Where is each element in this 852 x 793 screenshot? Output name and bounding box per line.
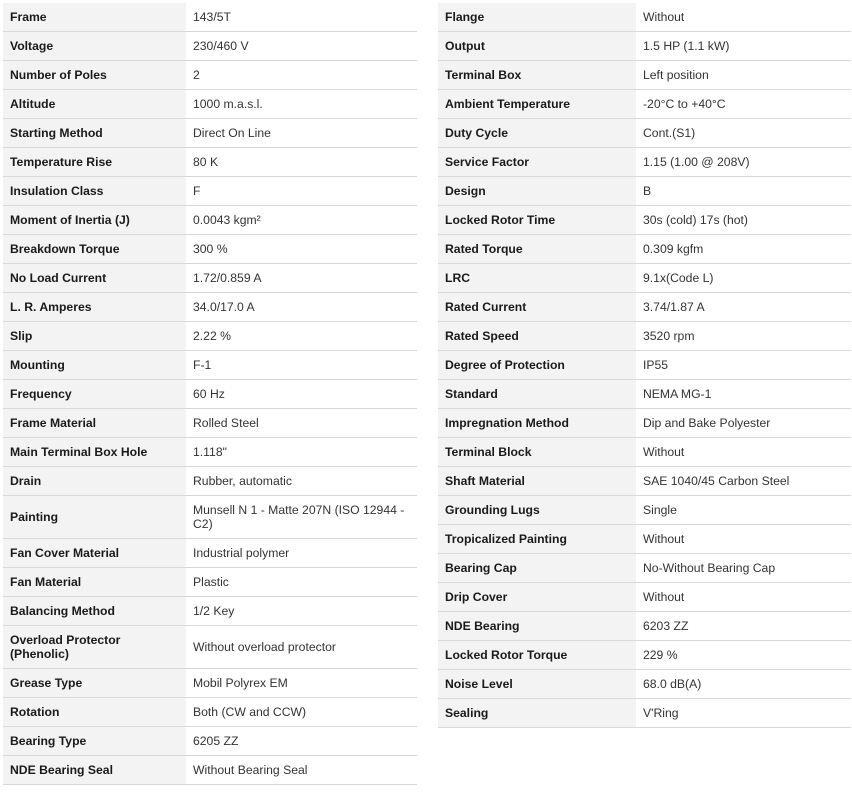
spec-row	[3, 322, 417, 351]
spec-row	[3, 669, 417, 698]
spec-label: L. R. Amperes	[3, 293, 186, 322]
spec-label: Bearing Type	[3, 727, 186, 756]
spec-value: F	[186, 177, 417, 206]
spec-value: 1/2 Key	[186, 597, 417, 626]
spec-value: Without	[636, 525, 851, 554]
spec-value: V'Ring	[636, 699, 851, 728]
spec-value: Without	[636, 3, 851, 32]
spec-value: NEMA MG-1	[636, 380, 851, 409]
spec-value: Direct On Line	[186, 119, 417, 148]
spec-row	[438, 322, 851, 351]
spec-label: Slip	[3, 322, 186, 351]
spec-value: 1.118"	[186, 438, 417, 467]
spec-label: Bearing Cap	[438, 554, 636, 583]
spec-label: Balancing Method	[3, 597, 186, 626]
spec-label: Noise Level	[438, 670, 636, 699]
spec-row	[438, 119, 851, 148]
spec-value: 30s (cold) 17s (hot)	[636, 206, 851, 235]
spec-row	[3, 380, 417, 409]
spec-row	[3, 568, 417, 597]
spec-value: 6203 ZZ	[636, 612, 851, 641]
spec-label: Fan Cover Material	[3, 539, 186, 568]
spec-label: Service Factor	[438, 148, 636, 177]
spec-label: Sealing	[438, 699, 636, 728]
spec-label: Overload Protector (Phenolic)	[3, 626, 186, 669]
spec-row	[3, 467, 417, 496]
spec-label: Drip Cover	[438, 583, 636, 612]
spec-value: Plastic	[186, 568, 417, 597]
spec-value: B	[636, 177, 851, 206]
spec-row	[3, 727, 417, 756]
spec-value: 300 %	[186, 235, 417, 264]
spec-label: Terminal Box	[438, 61, 636, 90]
spec-row	[438, 699, 851, 728]
spec-row	[3, 3, 417, 32]
spec-value: 1.72/0.859 A	[186, 264, 417, 293]
spec-label: Number of Poles	[3, 61, 186, 90]
spec-value: No-Without Bearing Cap	[636, 554, 851, 583]
spec-label: Breakdown Torque	[3, 235, 186, 264]
spec-value: 1.5 HP (1.1 kW)	[636, 32, 851, 61]
spec-label: LRC	[438, 264, 636, 293]
spec-label: NDE Bearing	[438, 612, 636, 641]
spec-row	[3, 409, 417, 438]
spec-row	[3, 438, 417, 467]
spec-value: Dip and Bake Polyester	[636, 409, 851, 438]
spec-label: NDE Bearing Seal	[3, 756, 186, 785]
spec-table-left	[3, 3, 417, 785]
spec-value: 60 Hz	[186, 380, 417, 409]
spec-value: F-1	[186, 351, 417, 380]
spec-row	[438, 3, 851, 32]
spec-value: Without overload protector	[186, 626, 417, 669]
spec-label: Duty Cycle	[438, 119, 636, 148]
spec-value: Left position	[636, 61, 851, 90]
spec-value: 2.22 %	[186, 322, 417, 351]
spec-value: Rubber, automatic	[186, 467, 417, 496]
spec-label: Terminal Block	[438, 438, 636, 467]
spec-row	[3, 32, 417, 61]
spec-row	[3, 148, 417, 177]
spec-row	[438, 32, 851, 61]
spec-row	[3, 293, 417, 322]
spec-label: Output	[438, 32, 636, 61]
spec-row	[3, 698, 417, 727]
spec-row	[438, 409, 851, 438]
spec-row	[438, 177, 851, 206]
spec-value: Mobil Polyrex EM	[186, 669, 417, 698]
spec-value: 34.0/17.0 A	[186, 293, 417, 322]
spec-label: Shaft Material	[438, 467, 636, 496]
spec-label: Mounting	[3, 351, 186, 380]
spec-row	[3, 90, 417, 119]
spec-label: Rated Speed	[438, 322, 636, 351]
spec-label: Altitude	[3, 90, 186, 119]
spec-row	[438, 438, 851, 467]
spec-row	[3, 351, 417, 380]
spec-label: Ambient Temperature	[438, 90, 636, 119]
spec-value: 0.309 kgfm	[636, 235, 851, 264]
spec-label: Voltage	[3, 32, 186, 61]
spec-row	[3, 119, 417, 148]
spec-value: 3.74/1.87 A	[636, 293, 851, 322]
spec-label: No Load Current	[3, 264, 186, 293]
spec-row	[438, 670, 851, 699]
spec-row	[438, 554, 851, 583]
spec-value: 80 K	[186, 148, 417, 177]
spec-value: 1.15 (1.00 @ 208V)	[636, 148, 851, 177]
spec-value: Without Bearing Seal	[186, 756, 417, 785]
spec-label: Frame	[3, 3, 186, 32]
spec-row	[438, 206, 851, 235]
spec-label: Starting Method	[3, 119, 186, 148]
spec-label: Design	[438, 177, 636, 206]
spec-row	[438, 351, 851, 380]
spec-label: Drain	[3, 467, 186, 496]
spec-row	[3, 597, 417, 626]
spec-label: Locked Rotor Time	[438, 206, 636, 235]
spec-label: Tropicalized Painting	[438, 525, 636, 554]
spec-label: Fan Material	[3, 568, 186, 597]
spec-row	[438, 496, 851, 525]
spec-row	[3, 539, 417, 568]
spec-label: Painting	[3, 496, 186, 539]
spec-label: Insulation Class	[3, 177, 186, 206]
spec-value: 230/460 V	[186, 32, 417, 61]
spec-row	[3, 626, 417, 669]
spec-row	[438, 90, 851, 119]
spec-value: Both (CW and CCW)	[186, 698, 417, 727]
spec-row	[438, 525, 851, 554]
spec-row	[3, 235, 417, 264]
spec-label: Temperature Rise	[3, 148, 186, 177]
spec-label: Rated Current	[438, 293, 636, 322]
spec-label: Standard	[438, 380, 636, 409]
spec-value: 1000 m.a.s.l.	[186, 90, 417, 119]
spec-table-right	[438, 3, 851, 728]
spec-value: 9.1x(Code L)	[636, 264, 851, 293]
spec-value: Rolled Steel	[186, 409, 417, 438]
spec-label: Locked Rotor Torque	[438, 641, 636, 670]
spec-value: 143/5T	[186, 3, 417, 32]
spec-label: Moment of Inertia (J)	[3, 206, 186, 235]
spec-row	[438, 641, 851, 670]
spec-value: Single	[636, 496, 851, 525]
spec-value: Without	[636, 438, 851, 467]
spec-label: Grease Type	[3, 669, 186, 698]
spec-row	[438, 264, 851, 293]
spec-value: Munsell N 1 - Matte 207N (ISO 12944 - C2)	[186, 496, 417, 539]
spec-row	[3, 756, 417, 785]
spec-label: Rated Torque	[438, 235, 636, 264]
spec-value: 68.0 dB(A)	[636, 670, 851, 699]
spec-value: Without	[636, 583, 851, 612]
spec-row	[438, 380, 851, 409]
spec-value: 3520 rpm	[636, 322, 851, 351]
spec-value: 6205 ZZ	[186, 727, 417, 756]
spec-row	[3, 496, 417, 539]
spec-value: 0.0043 kgm²	[186, 206, 417, 235]
spec-row	[3, 61, 417, 90]
spec-row	[438, 235, 851, 264]
spec-label: Frame Material	[3, 409, 186, 438]
spec-value: -20°C to +40°C	[636, 90, 851, 119]
spec-label: Frequency	[3, 380, 186, 409]
spec-label: Rotation	[3, 698, 186, 727]
spec-value: IP55	[636, 351, 851, 380]
spec-label: Grounding Lugs	[438, 496, 636, 525]
spec-label: Impregnation Method	[438, 409, 636, 438]
spec-value: Industrial polymer	[186, 539, 417, 568]
spec-row	[438, 612, 851, 641]
spec-value: 229 %	[636, 641, 851, 670]
spec-row	[438, 583, 851, 612]
spec-label: Degree of Protection	[438, 351, 636, 380]
spec-row	[3, 206, 417, 235]
spec-row	[438, 148, 851, 177]
spec-row	[438, 467, 851, 496]
spec-row	[438, 293, 851, 322]
spec-label: Flange	[438, 3, 636, 32]
spec-value: Cont.(S1)	[636, 119, 851, 148]
spec-label: Main Terminal Box Hole	[3, 438, 186, 467]
spec-row	[3, 264, 417, 293]
spec-value: 2	[186, 61, 417, 90]
spec-value: SAE 1040/45 Carbon Steel	[636, 467, 851, 496]
spec-row	[3, 177, 417, 206]
spec-row	[438, 61, 851, 90]
